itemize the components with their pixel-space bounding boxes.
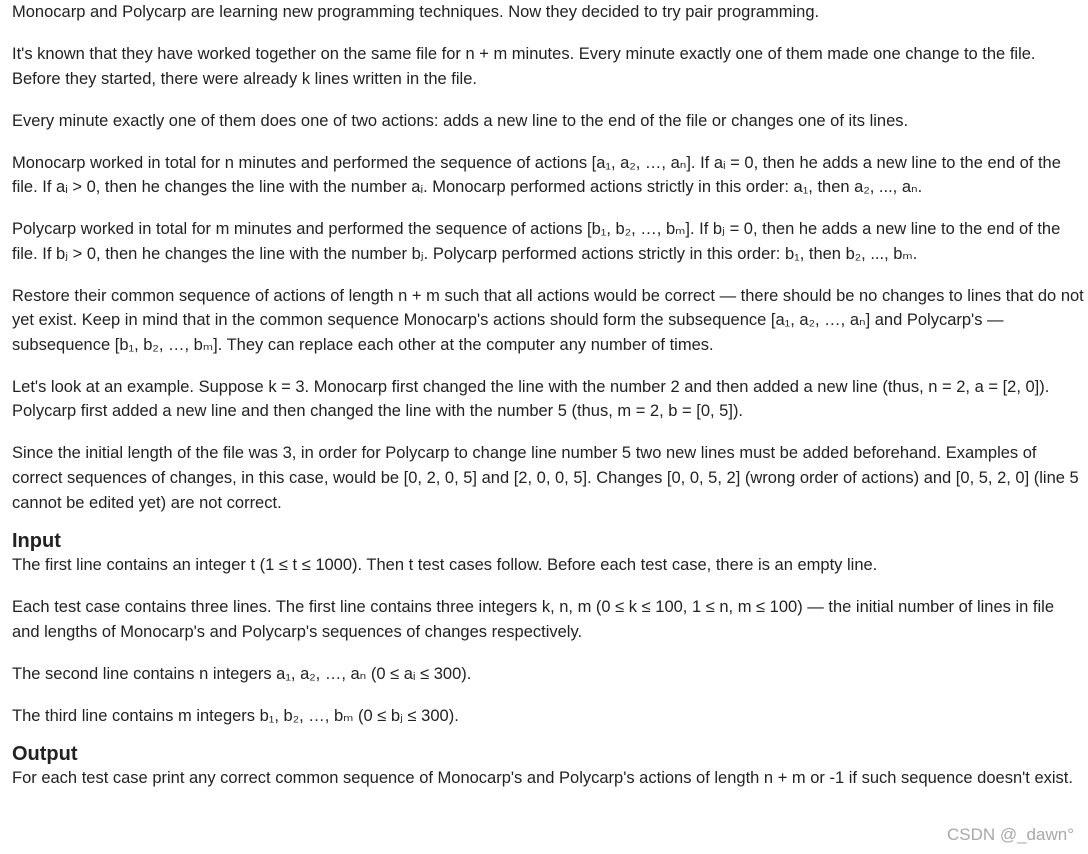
input-paragraph: The second line contains n integers a₁, a₂, …, aₙ (0 ≤ aᵢ ≤ 300). [12,664,472,683]
input-paragraph: Each test case contains three lines. The first line contains three integers k, n, m (0 ≤ k ≤ 100, 1 ≤ n, m ≤ 100) — the initial number of lines in file and lengths of Monocarp's and Polycarp's sequences of changes respectively. [12,598,1054,641]
statement-paragraph: Restore their common sequence of actions of length n + m such that all actions would be correct — there should be no changes to lines that do not yet exist. Keep in mind that in the common sequence Monocarp's actions should form the subsequence [a₁, a₂, …, aₙ] and Polycarp's — subsequence [b₁, b₂, …, bₘ]. They can replace each other at the computer any number of times. [12,286,1084,354]
output-heading: Output [12,743,78,766]
output-paragraph: For each test case print any correct common sequence of Monocarp's and Polycarp's actions of length n + m or -1 if such sequence doesn't exist. [12,769,1073,788]
input-heading: Input [12,530,61,553]
statement-paragraph: Every minute exactly one of them does one of two actions: adds a new line to the end of the file or changes one of its lines. [12,111,909,130]
statement-paragraph: Since the initial length of the file was 3, in order for Polycarp to change line number 5 two new lines must be added beforehand. Examples of correct sequences of changes, in this case, would be [0, 2, 0, 5] and [2, 0, 0, 5]. Changes [0, 0, 5, 2] (wrong order of actions) and [0, 5, 2, 0] (line 5 cannot be edited yet) are not correct. [12,444,1079,512]
input-paragraph: The third line contains m integers b₁, b₂, …, bₘ (0 ≤ bⱼ ≤ 300). [12,706,459,725]
statement-paragraph: Let's look at an example. Suppose k = 3. Monocarp first changed the line with the number 2 and then added a new line (thus, n = 2, a = [2, 0]). Polycarp first added a new line and then changed the line with the number 5 (thus, m = 2, b = [0, 5]). [12,377,1050,421]
statement-paragraph: Monocarp worked in total for n minutes and performed the sequence of actions [a₁, a₂, …, aₙ]. If aᵢ = 0, then he adds a new line to the end of the file. If aᵢ > 0, then he changes the line with the number aᵢ. Monocarp performed actions strictly in this order: a₁, then a₂, ..., aₙ. [12,153,1061,197]
csdn-watermark: CSDN @_dawn° [946,825,1074,845]
statement-paragraph: It's known that they have worked together on the same file for n + m minutes. Every minute exactly one of them made one change to the file. Before they started, there were already k lines written in the file. [12,44,1036,88]
statement-paragraph: Monocarp and Polycarp are learning new programming techniques. Now they decided to try pair programming. [12,3,820,21]
input-paragraph: The first line contains an integer t (1 ≤ t ≤ 1000). Then t test cases follow. Before each test case, there is an empty line. [12,556,878,575]
problem-statement [12,0,1084,791]
statement-paragraph: Polycarp worked in total for m minutes and performed the sequence of actions [b₁, b₂, …, bₘ]. If bⱼ = 0, then he adds a new line to the end of the file. If bⱼ > 0, then he changes the line with the number bⱼ. Polycarp performed actions strictly in this order: b₁, then b₂, ..., bₘ. [12,220,1061,263]
